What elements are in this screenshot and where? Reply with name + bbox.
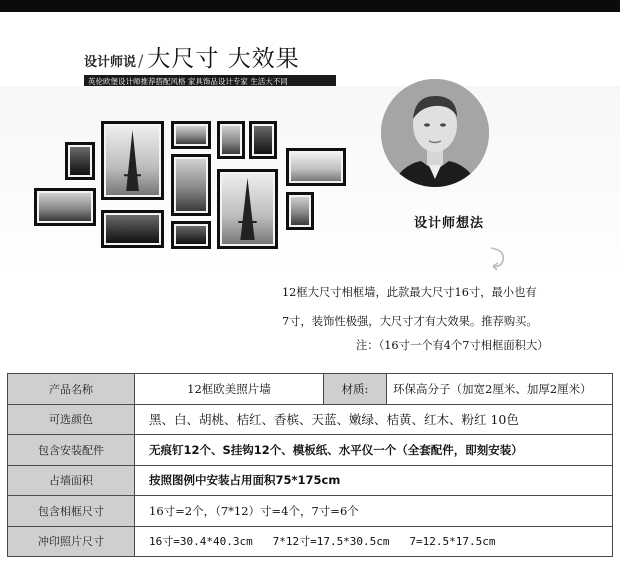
photo-frame: [286, 192, 314, 230]
table-row: [8, 435, 613, 466]
photo-frame: [217, 121, 245, 159]
spec-label: 包含相框尺寸: [8, 496, 135, 527]
hero-small-title: 设计师说: [84, 55, 137, 70]
hero-subtitle-bar: 英伦欧堡设计师推荐搭配风格 家具饰品设计专家 生活大不同: [84, 75, 336, 89]
arrow-squiggle-icon: [487, 244, 513, 274]
spec-value-print-sizes: 16寸=30.4*40.3cm 7*12寸=17.5*30.5cm 7=12.5*17.5cm: [135, 526, 613, 557]
photo-frame: [171, 121, 211, 149]
spec-label-material: 材质:: [324, 374, 387, 405]
top-bar: [0, 0, 620, 12]
spec-label: 冲印照片尺寸: [8, 526, 135, 557]
spec-label: 包含安装配件: [8, 435, 135, 466]
photo-frame: [171, 221, 211, 249]
spec-table: [7, 373, 613, 557]
designer-text-line-1: 12框大尺寸相框墙，此款最大尺寸16寸，最小也有: [282, 286, 537, 299]
spec-value-colors: 黑、白、胡桃、桔红、香槟、天蓝、嫩绿、桔黄、红木、粉红 10色: [135, 404, 613, 435]
spec-value-material: 环保高分子（加宽2厘米、加厚2厘米）: [387, 374, 613, 405]
photo-wall-image: [0, 86, 620, 276]
designer-avatar: [381, 79, 489, 187]
spec-label: 产品名称: [8, 374, 135, 405]
spec-value-product-name: 12框欧美照片墙: [135, 374, 324, 405]
spec-value-frame-sizes: 16寸=2个，（7*12）寸=4个，7寸=6个: [135, 496, 613, 527]
table-row: [8, 374, 613, 405]
photo-frame: [249, 121, 277, 159]
designer-idea-title: 设计师想法: [414, 216, 485, 231]
photo-frame: [101, 210, 164, 248]
spec-label: 占墙面积: [8, 465, 135, 496]
designer-note: 注：（16寸一个有4个7寸相框面积大）: [356, 339, 549, 352]
photo-frame: [65, 142, 95, 180]
photo-frame: [217, 169, 278, 249]
table-row: [8, 496, 613, 527]
designer-text-line-2: 7寸，装饰性极强，大尺寸才有大效果。推荐购买。: [282, 315, 538, 328]
spec-value-accessories: 无痕钉12个、S挂钩12个、模板纸、水平仪一个（全套配件，即刻安装）: [135, 435, 613, 466]
photo-frame: [286, 148, 346, 186]
hero-slash: /: [138, 51, 144, 70]
spec-value-wall-area: 按照图例中安装占用面积75*175cm: [135, 465, 613, 496]
photo-frame: [34, 188, 96, 226]
photo-frame: [171, 154, 211, 216]
table-row: [8, 526, 613, 557]
table-row: [8, 465, 613, 496]
table-row: [8, 404, 613, 435]
photo-frame: [101, 121, 164, 200]
hero-big-title: 大尺寸 大效果: [147, 46, 300, 72]
hero-title: [84, 40, 300, 73]
spec-label: 可选颜色: [8, 404, 135, 435]
